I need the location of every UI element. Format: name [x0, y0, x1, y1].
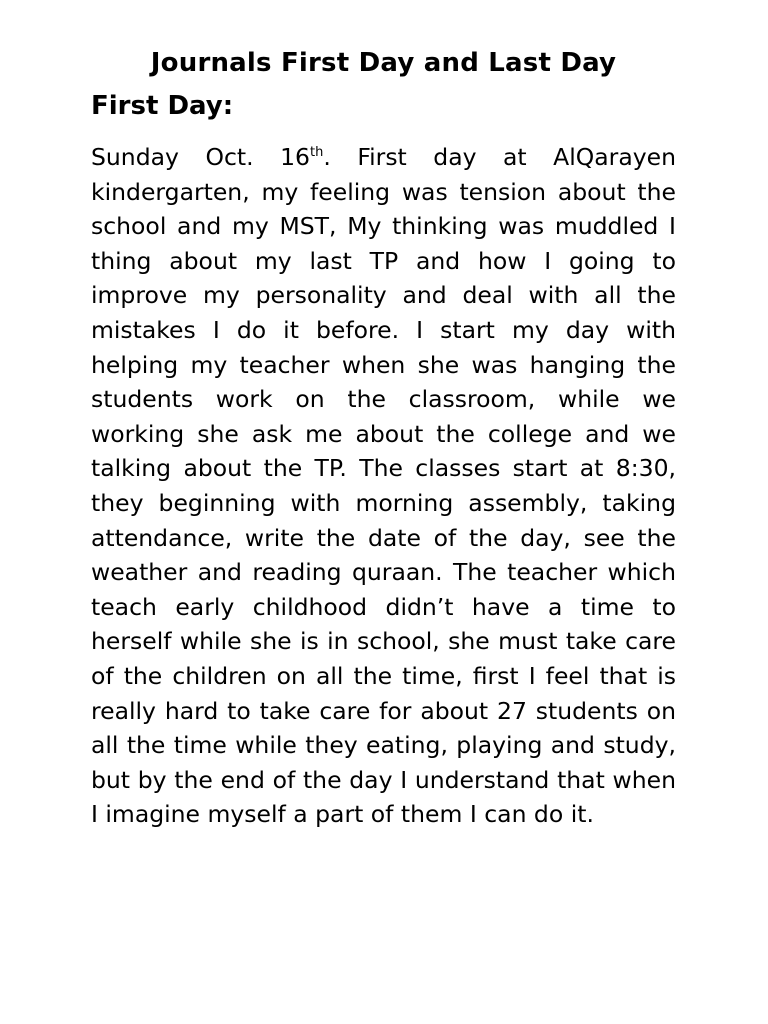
section-heading-first-day: First Day: — [91, 91, 234, 121]
paragraph-text: . First day at AlQarayen kindergarten, my feeling was tension about the school and my MST, My thinking was muddled I thing about my last TP and how I going to improve my personality and deal with all the mistakes I do it before. I start my day with helping my teacher when she was hanging the students work on the classroom, while we working she ask me about the college and we talking about the TP. The classes start at 8:30, they beginning with morning assembly, taking attendance, write the date of the day, see the weather and reading quraan. The teacher which teach early childhood didn’t have a time to herself while she is in school, she must take care of the children on all the time, first I feel that is really hard to take care for about 27 students on all the time while they eating, playing and study, but by the end of the day I understand that when I imagine myself a part of them I can do it. — [91, 143, 676, 829]
date-prefix: Sunday Oct. 16 — [91, 143, 310, 171]
document-title: Journals First Day and Last Day — [150, 48, 617, 78]
journal-paragraph — [91, 140, 676, 832]
date-ordinal-suffix: th — [309, 145, 324, 161]
document-page — [91, 44, 676, 832]
